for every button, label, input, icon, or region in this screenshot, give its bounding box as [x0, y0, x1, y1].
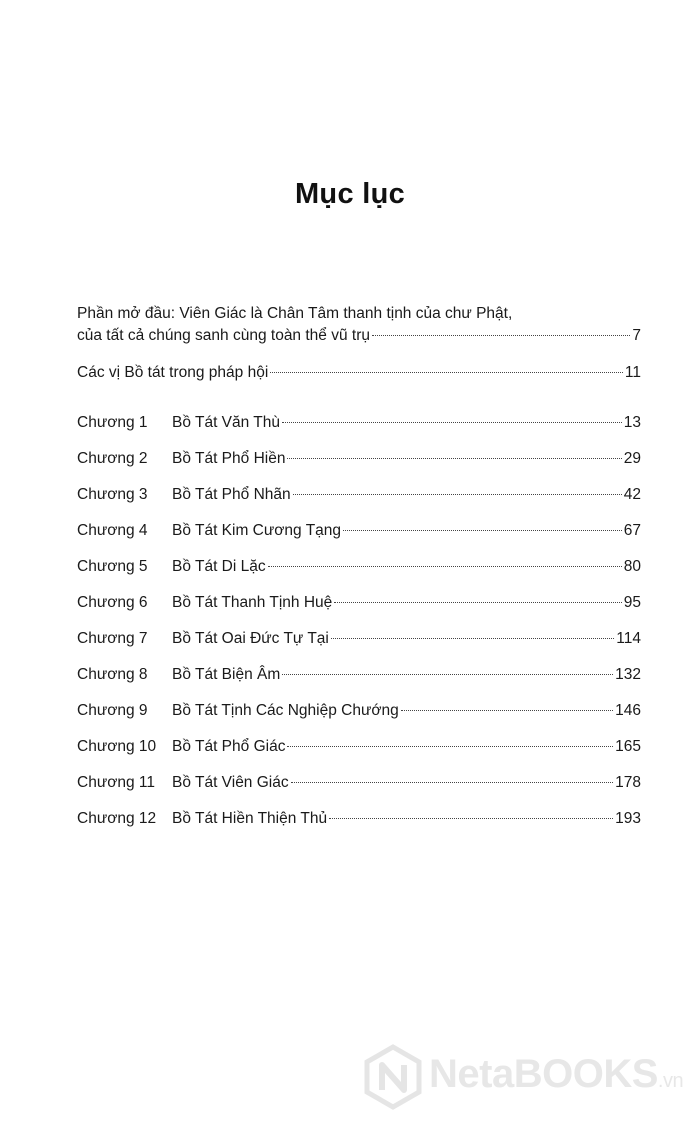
netabooks-n-logo-icon [363, 1044, 423, 1110]
toc-entry-chapter[interactable] [77, 736, 641, 758]
chapter-number: Chương 5 [77, 558, 148, 575]
chapter-number: Chương 12 [77, 810, 157, 827]
chapter-number: Chương 4 [77, 522, 148, 539]
watermark-text [429, 1052, 683, 1097]
toc-page-number: 42 [623, 486, 641, 503]
toc-page-number: 178 [615, 774, 641, 791]
dot-leader [268, 566, 622, 567]
toc-entry-chapter[interactable] [77, 628, 641, 650]
toc-intro-line1: Phần mở đầu: Viên Giác là Chân Tâm thanh tịnh của chư Phật, [77, 305, 513, 322]
chapter-title: Bồ Tát Phổ Nhãn [172, 486, 291, 503]
toc-entry-chapter[interactable] [77, 808, 641, 830]
chapter-number: Chương 3 [77, 486, 148, 503]
toc-entry-chapter[interactable] [77, 484, 641, 506]
toc-entry-chapter[interactable] [77, 664, 641, 686]
toc-page-number: 29 [623, 450, 641, 467]
dot-leader [331, 638, 614, 639]
chapter-title: Bồ Tát Viên Giác [172, 774, 289, 791]
netabooks-watermark [363, 1042, 693, 1112]
chapter-title: Bồ Tát Phổ Giác [172, 738, 286, 755]
toc-entry-chapter[interactable] [77, 700, 641, 722]
dot-leader [293, 494, 622, 495]
toc-entry-chapter[interactable] [77, 520, 641, 542]
dot-leader [329, 818, 613, 819]
toc-page-number: 146 [615, 702, 641, 719]
toc-page-number: 67 [623, 522, 641, 539]
toc-page-number: 114 [616, 630, 641, 647]
toc-entry-label: Các vị Bồ tát trong pháp hội [77, 364, 269, 381]
dot-leader [287, 458, 621, 459]
chapter-title: Bồ Tát Biện Âm [172, 666, 281, 683]
chapter-title: Bồ Tát Thanh Tịnh Huệ [172, 594, 333, 611]
dot-leader [287, 746, 613, 747]
toc-page-number: 7 [632, 327, 641, 344]
dot-leader [334, 602, 621, 603]
page-title: Mục lục [294, 178, 406, 210]
chapter-title: Bồ Tát Di Lặc [172, 558, 266, 575]
chapter-number: Chương 7 [77, 630, 148, 647]
toc-entry-chapter[interactable] [77, 556, 641, 578]
chapter-number: Chương 11 [77, 774, 155, 791]
dot-leader [343, 530, 622, 531]
toc-page-number: 95 [623, 594, 641, 611]
chapter-number: Chương 1 [77, 414, 148, 431]
dot-leader [401, 710, 613, 711]
dot-leader [291, 782, 614, 783]
chapter-title: Bồ Tát Tịnh Các Nghiệp Chướng [172, 702, 399, 719]
chapter-number: Chương 10 [77, 738, 157, 755]
chapter-number: Chương 8 [77, 666, 148, 683]
chapter-number: Chương 2 [77, 450, 148, 467]
chapter-title: Bồ Tát Văn Thù [172, 414, 281, 431]
chapter-number: Chương 6 [77, 594, 148, 611]
toc-page-number: 80 [623, 558, 641, 575]
toc-entry-chapter[interactable] [77, 412, 641, 434]
dot-leader [282, 422, 622, 423]
dot-leader [372, 335, 630, 336]
dot-leader [282, 674, 613, 675]
toc-entry-chapter[interactable] [77, 772, 641, 794]
toc-page-number: 165 [615, 738, 641, 755]
toc-entry-chapter[interactable] [77, 448, 641, 470]
watermark-suffix: .vn [657, 1070, 684, 1092]
chapter-title: Bồ Tát Phổ Hiền [172, 450, 286, 467]
chapter-title: Bồ Tát Kim Cương Tạng [172, 522, 342, 539]
toc-page-number: 193 [615, 810, 641, 827]
chapter-number: Chương 9 [77, 702, 148, 719]
dot-leader [270, 372, 623, 373]
toc-page-number: 13 [623, 414, 641, 431]
toc-page-number: 11 [624, 364, 641, 381]
watermark-brand: NetaBOOKS [429, 1052, 658, 1096]
chapter-title: Bồ Tát Hiền Thiện Thủ [172, 810, 328, 827]
toc-entry-bodhisattvas[interactable] [77, 362, 641, 384]
toc-page-number: 132 [615, 666, 641, 683]
chapter-title: Bồ Tát Oai Đức Tự Tại [172, 630, 329, 647]
toc-intro-line2: của tất cả chúng sanh cùng toàn thể vũ trụ [77, 327, 370, 344]
toc-entry-chapter[interactable] [77, 592, 641, 614]
toc-entry-intro[interactable] [77, 303, 641, 347]
